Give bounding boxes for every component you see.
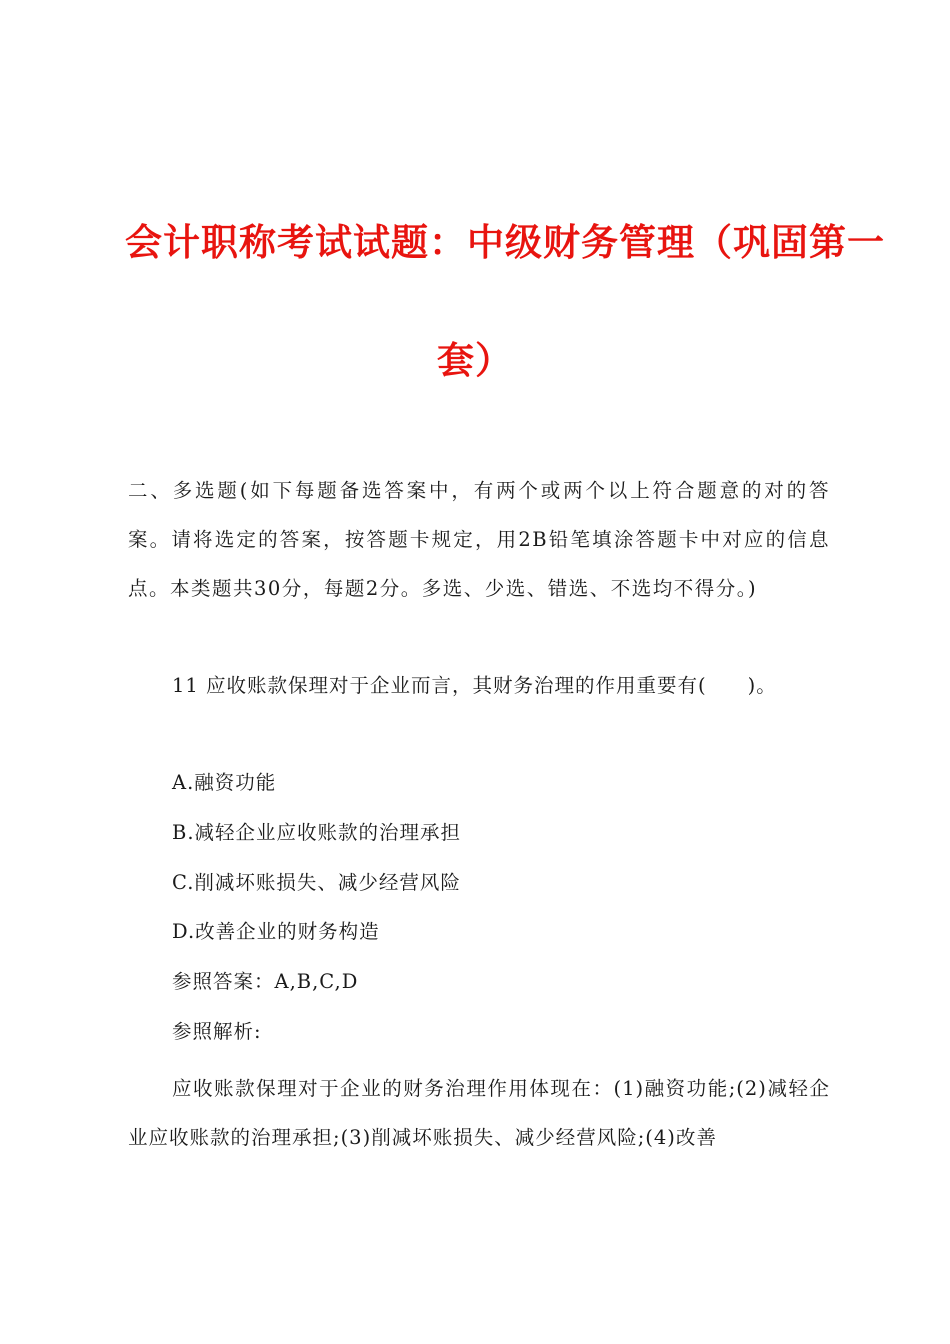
option-c: C.削减坏账损失、减少经营风险 [172,871,461,894]
question-text: 11 应收账款保理对于企业而言，其财务治理的作用重要有( )。 [172,674,777,697]
explanation-label: 参照解析: [172,1020,262,1043]
reference-answer: 参照答案：A,B,C,D [172,970,359,993]
option-a: A.融资功能 [172,771,277,794]
document-title-line-1: 会计职称考试试题：中级财务管理（巩固第一 [125,221,885,264]
option-b: B.减轻企业应收账款的治理承担 [172,821,462,844]
document-title-line-2: 套） [437,339,513,382]
explanation-text: 应收账款保理对于企业的财务治理作用体现在：(1)融资功能;(2)减轻企业应收账款的治理承担;(3)削减坏账损失、减少经营风险;(4)改善 [128,1077,830,1149]
section-intro: 二、多选题(如下每题备选答案中，有两个或两个以上符合题意的对的答案。请将选定的答案，按答题卡规定，用2B铅笔填涂答题卡中对应的信息点。本类题共30分，每题2分。多选、少选、错选、不选均不得分。) [128,479,830,600]
option-d: D.改善企业的财务构造 [172,920,380,943]
